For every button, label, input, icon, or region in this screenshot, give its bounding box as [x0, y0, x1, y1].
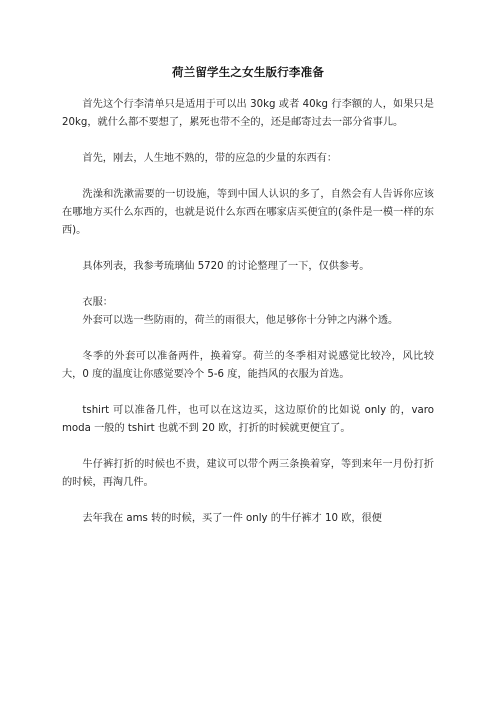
paragraph-tshirt: tshirt 可以准备几件，也可以在这边买，这边原价的比如说 only 的，varo moda 一般的 tshirt 也就不到 20 欧，打折的时候就更便宜了。: [62, 405, 434, 434]
paragraph-jeans: 牛仔裤打折的时候也不贵，建议可以带个两三条换着穿，等到来年一月份打折的时候，再淘几件。: [62, 459, 434, 488]
paragraph-list-reference: 具体列表，我参考琉璃仙 5720 的讨论整理了一下，仅供参考。: [82, 261, 370, 272]
page-title: 荷兰留学生之女生版行李准备: [171, 65, 325, 79]
document-body: [62, 96, 434, 546]
paragraph-rain-jacket: 外套可以选一些防雨的，荷兰的雨很大，他足够你十分钟之内淋个透。: [82, 315, 399, 326]
paragraph-luggage-allowance: 首先这个行李清单只是适用于可以出 30kg 或者 40kg 行李额的人，如果只是 20kg，就什么都不要想了，累死也带不全的，还是邮寄过去一部分省事儿。: [62, 99, 434, 128]
paragraph-emergency-items: 首先，刚去，人生地不熟的，带的应急的少量的东西有：: [82, 153, 338, 164]
paragraph-ams-purchase: 去年我在 ams 转的时候，买了一件 only 的牛仔裤才 10 欧，很便: [82, 513, 382, 524]
paragraph-winter-coat: 冬季的外套可以准备两件，换着穿。荷兰的冬季相对说感觉比较冷，风比较大，0 度的温度让你感觉要冷个 5-6 度，能挡风的衣服为首选。: [62, 351, 434, 380]
paragraph-clothing-heading: 衣服：: [82, 297, 113, 308]
paragraph-toiletries: 洗澡和洗漱需要的一切设施，等到中国人认识的多了，自然会有人告诉你应该在哪地方买什么东西的，也就是说什么东西在哪家店买便宜的(条件是一模一样的东西)。: [62, 189, 434, 236]
